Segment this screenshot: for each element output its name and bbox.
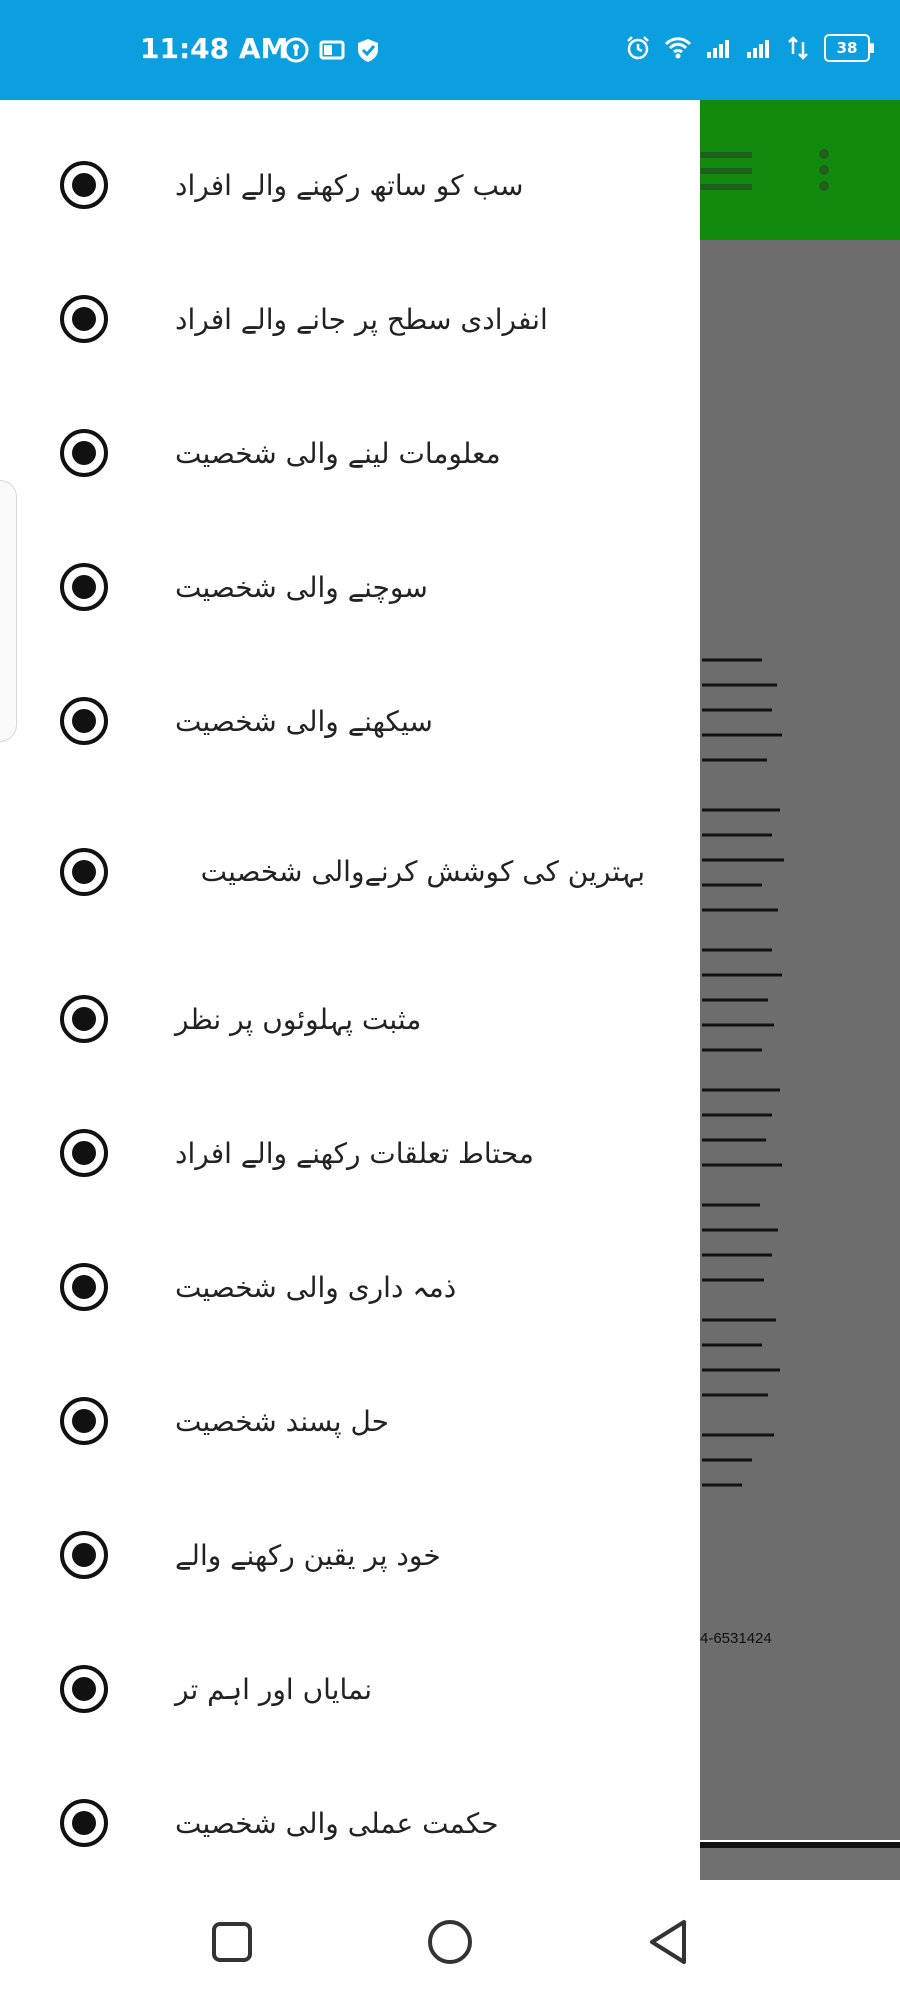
radio-selected-icon[interactable] — [60, 429, 108, 477]
drawer-item[interactable] — [0, 656, 700, 786]
back-icon[interactable] — [644, 1916, 696, 1968]
drawer-item-label — [175, 254, 645, 384]
drawer-item[interactable] — [0, 954, 700, 1084]
app-toolbar — [700, 100, 900, 240]
recent-apps-icon[interactable] — [206, 1916, 258, 1968]
drawer-item-text: محتاط تعلقات رکھنے والے افراد — [175, 1136, 534, 1170]
drawer-item-text: سیکھنے والی شخصیت — [175, 704, 433, 738]
radio-selected-icon[interactable] — [60, 295, 108, 343]
drawer-item-label — [175, 954, 645, 1084]
drawer-item[interactable] — [0, 254, 700, 384]
drawer-item[interactable] — [0, 1758, 700, 1888]
drawer-item[interactable] — [0, 1356, 700, 1486]
wifi-icon — [664, 34, 692, 62]
radio-selected-icon[interactable] — [60, 1129, 108, 1177]
drawer-item[interactable] — [0, 522, 700, 652]
radio-selected-icon[interactable] — [60, 563, 108, 611]
edge-panel-handle[interactable] — [0, 480, 17, 742]
drawer-item-label — [175, 522, 645, 652]
drawer-item-label — [175, 1356, 645, 1486]
drawer-item[interactable] — [0, 1490, 700, 1620]
radio-selected-icon[interactable] — [60, 161, 108, 209]
drawer-item[interactable] — [0, 790, 700, 954]
drawer-item-text: انفرادی سطح پر جانے والے افراد — [175, 302, 548, 336]
list-icon[interactable] — [700, 148, 752, 194]
document-text-lines — [700, 650, 790, 1550]
alarm-icon — [624, 34, 652, 62]
signal-icon — [744, 34, 772, 62]
drawer-item-label — [175, 1490, 645, 1620]
drawer-item-text: حکمت عملی والی شخصیت — [175, 1806, 499, 1840]
status-bar — [0, 0, 900, 100]
drawer-item-label — [175, 656, 645, 786]
drawer-item-label — [175, 790, 645, 954]
signal-icon — [704, 34, 732, 62]
drawer-item-text: ذمہ داری والی شخصیت — [175, 1270, 457, 1304]
shield-icon — [354, 36, 382, 64]
drawer-item-text: معلومات لینے والی شخصیت — [175, 436, 501, 470]
drawer-item[interactable] — [0, 1624, 700, 1754]
drawer-item-text: سب کو ساتھ رکھنے والے افراد — [175, 168, 524, 202]
drawer-item-label — [175, 120, 645, 250]
drawer-item-label — [175, 1222, 645, 1352]
drawer-item-label — [175, 388, 645, 518]
radio-selected-icon[interactable] — [60, 995, 108, 1043]
radio-selected-icon[interactable] — [60, 697, 108, 745]
home-icon[interactable] — [424, 1916, 476, 1968]
drawer-item-label — [175, 1624, 645, 1754]
drawer-item-text: بہترین کی کوشش کرنےوالی شخصیت — [200, 855, 645, 888]
vpn-key-icon — [282, 36, 310, 64]
drawer-item[interactable] — [0, 1222, 700, 1352]
drawer-item[interactable] — [0, 1088, 700, 1218]
data-transfer-icon — [784, 34, 812, 62]
more-vert-icon[interactable] — [818, 148, 830, 192]
sim-card-icon — [318, 36, 346, 64]
radio-selected-icon[interactable] — [60, 1531, 108, 1579]
drawer-item-text: مثبت پہلوئوں پر نظر — [175, 1002, 422, 1036]
status-time: 11:48 AM — [140, 32, 289, 65]
navigation-drawer — [0, 100, 700, 1880]
drawer-item[interactable] — [0, 120, 700, 250]
system-nav-bar — [0, 1880, 900, 2003]
drawer-item-text: سوچنے والی شخصیت — [175, 570, 428, 604]
drawer-item-label — [175, 1088, 645, 1218]
drawer-item-text: خود پر یقین رکھنے والے — [175, 1538, 441, 1572]
radio-selected-icon[interactable] — [60, 1665, 108, 1713]
drawer-item-label — [175, 1758, 645, 1888]
document-number: 4-6531424 — [700, 1630, 772, 1647]
drawer-item-text: نمایاں اور اہم تر — [175, 1672, 372, 1706]
drawer-item[interactable] — [0, 388, 700, 518]
radio-selected-icon[interactable] — [60, 1397, 108, 1445]
radio-selected-icon[interactable] — [60, 1799, 108, 1847]
radio-selected-icon[interactable] — [60, 848, 108, 896]
drawer-item-text: حل پسند شخصیت — [175, 1404, 389, 1438]
battery-icon: 38 — [824, 34, 870, 62]
radio-selected-icon[interactable] — [60, 1263, 108, 1311]
